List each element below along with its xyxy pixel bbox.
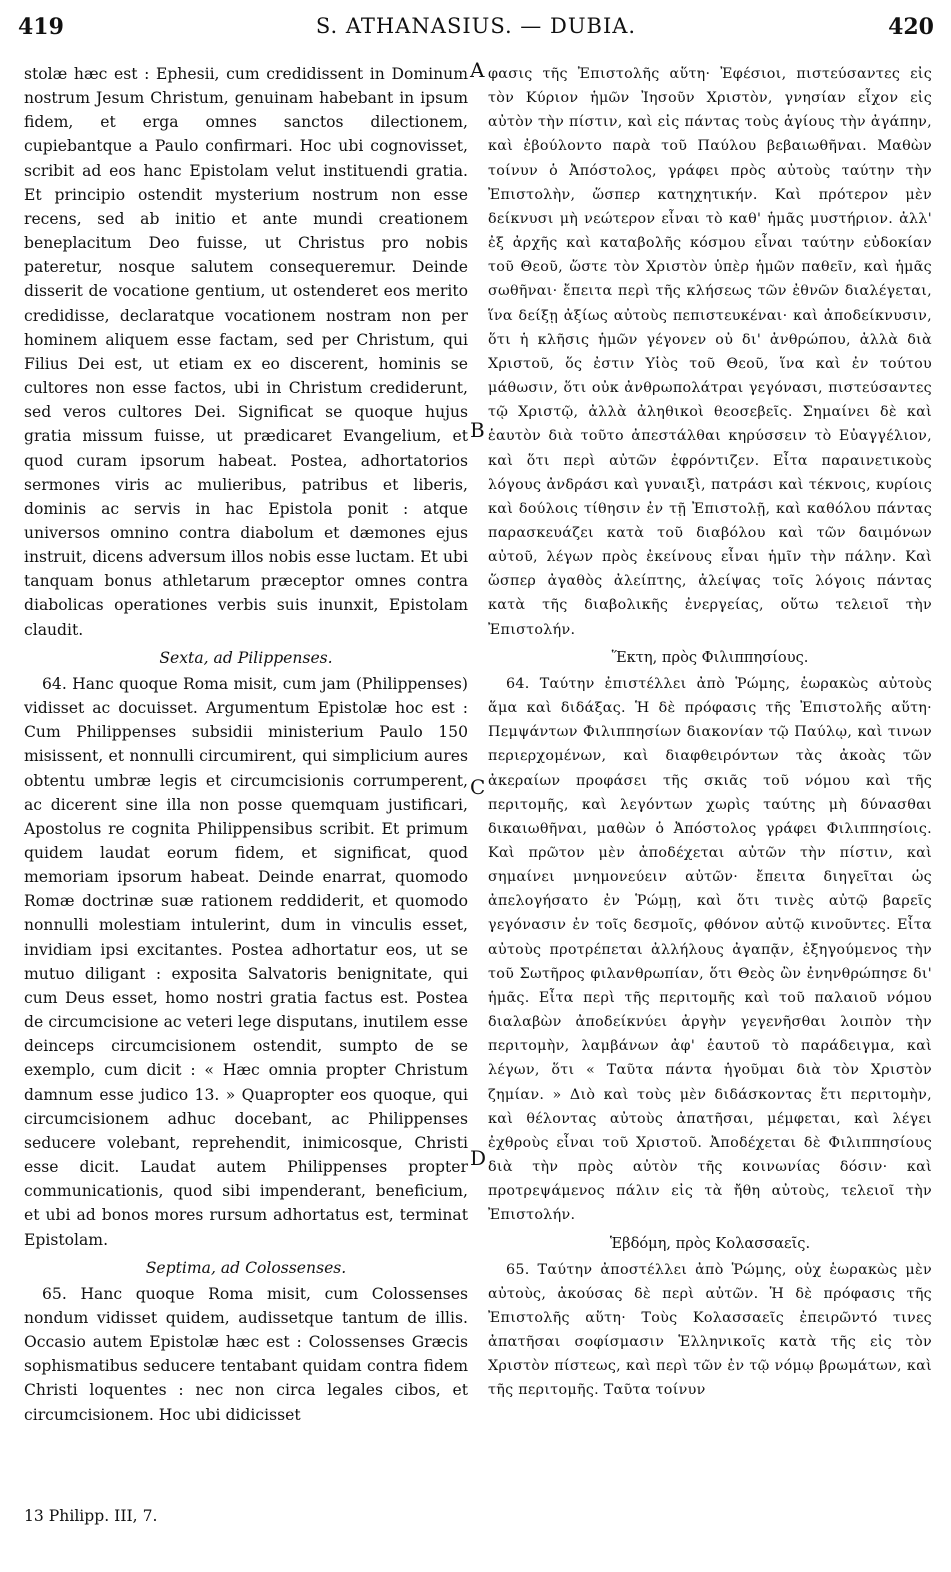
latin-paragraph-63-end: stolæ hæc est : Ephesii, cum credidissent in Dominum nostrum Jesum Christum, genuinam habebant in ipsum fidem, et erga omnes sanctos dilectionem, cupiebantque a Paulo confirmari. Hoc ubi cognovisset, scribit ad eos hanc Epistolam velut instituendi gratia. Et principio ostendit mysterium nostrum non esse recens, sed ab initio et ante mundi creationem beneplacitum Deo fuisse, ut Christus pro nobis pateretur, nosque salutem consequeremur. Deinde disserit de vocatione gentium, ut ostenderet eos merito credidisse, declaratque vocationem nostram non per hominem aliquem esse factam, sed per Christum, qui Filius Dei est, ut etiam ex eo discerent, hominis se cultores non esse factos, ubi in Christum crediderunt, sed veros cultores Dei. Significat se quoque hujus gratia missum fuisse, ut prædicaret Evangelium, et quod curam ipsorum habeat. Postea, adhortatorios sermones viris ac mulieribus, patribus et liberis, dominis ac servis in hac Epistola ponit : atque universos omnino contra diabolum et dæmones ejus instruit, dicens adversum illos nobis esse luctam. Et ubi tanquam bonus athletarum præceptor omnes contra diabolicas operationes verbis suis inunxit, Epistolam claudit. [24,65,468,639]
margin-marker-a: A [470,58,485,82]
greek-paragraph-64: 64. Ταύτην ἐπιστέλλει ἀπὸ Ῥώμης, ἑωρακὼς αὐτοὺς ἅμα καὶ διδάξας. Ἡ δὲ πρόφασις τῆς Ἐπιστολῆς αὕτη· Πεμψάντων Φιλιππησίων διακονίαν τῷ Παύλῳ, καὶ τινων περιερχομένων, καὶ διαφθειρόντων τὰς ἀκοὰς τῶν ἀκεραίων προφάσει τῆς σκιᾶς τοῦ νόμου καὶ τῆς περιτομῆς, καὶ λεγόντων χωρὶς ταύτης μὴ δύνασθαι δικαιωθῆναι, μαθὼν ὁ Ἀπόστολος γράφει Φιλιππησίοις. Καὶ πρῶτον μὲν ἀποδέχεται αὐτῶν τὴν πίστιν, καὶ σημαίνει μνημονεύειν αὐτῶν· ἔπειτα διηγεῖται ὡς ἀπελογήσατο ἐν Ῥώμῃ, καὶ ὅτι τινὲς αὐτῷ βαρεῖς γεγόνασιν ἐν τοῖς δεσμοῖς, φθόνον αὐτῷ κινοῦντες. Εἶτα αὐτοὺς προτρέπεται ἀλλήλους ἀγαπᾷν, ἐξηγούμενος τὴν τοῦ Σωτῆρος φιλανθρωπίαν, ὅτι Θεὸς ὢν ἐνηνθρώπησε δι' ἡμᾶς. Εἶτα περὶ τῆς περιτομῆς καὶ τοῦ παλαιοῦ νόμου διαλαβὼν ἀποδείκνύει ἀργὴν γεγενῆσθαι λοιπὸν τὴν περιτομὴν, λαμβάνων ἀφ' ἑαυτοῦ τὸ παράδειγμα, καὶ λέγων, ὅτι « Ταῦτα πάντα ἡγοῦμαι διὰ τὸν Χριστὸν ζημίαν. » Διὸ καὶ τοὺς μὲν διδάσκοντας ἔτι περιτομὴν, καὶ θέλοντας αὐτοὺς ἀπατῆσαι, μέμφεται, καὶ λέγει ἐχθροὺς εἶναι τοῦ Χριστοῦ. Ἀποδέχεται δὲ Φιλιππησίους διὰ τὴν πρὸς αὐτὸν τῆς κοινωνίας δόσιν· καὶ προτρεψάμενος πάλιν εἰς τὰ ἤθη αὐτοὺς, τελειοῖ τὴν Ἐπιστολήν. [488,675,932,1224]
margin-marker-d: D [470,1146,487,1170]
left-page-number: 419 [18,14,64,40]
running-title: S. ATHANASIUS. — DUBIA. [315,14,637,38]
margin-marker-b: B [470,418,485,442]
greek-paragraph-65: 65. Ταύτην ἀποστέλλει ἀπὸ Ῥώμης, οὐχ ἑωρακὼς μὲν αὐτοὺς, ἀκούσας δὲ περὶ αὐτῶν. Ἡ δὲ πρόφασις τῆς Ἐπιστολῆς αὕτη· Τοὺς Κολασσαεῖς ἐπειρῶντό τινες ἀπατῆσαι σοφίσμασιν Ἑλληνικοῖς κατὰ τῆς εἰς τὸν Χριστὸν πίστεως, καὶ περὶ τῶν ἐν τῷ νόμῳ βρωμάτων, καὶ τῆς περιτομῆς. Ταῦτα τοίνυν [488,1261,932,1399]
right-page-number: 420 [888,14,934,40]
latin-paragraph-65: 65. Hanc quoque Roma misit, cum Colossenses nondum vidisset quidem, audissetque tantum de illis. Occasio autem Epistolæ hæc est : Colossenses Græcis sophismatibus seducere tentabant quidam contra fidem Christi loquentes : nec non circa legales cibos, et circumcisionem. Hoc ubi didicisset [24,1284,468,1424]
greek-column [488,62,932,1407]
footnote: 13 Philipp. III, 7. [24,1507,158,1525]
greek-heading-philippians: Ἕκτη, πρὸς Φιλιππησίους. [611,648,809,666]
greek-heading-colossians: Ἑβδόμη, πρὸς Κολασσαεῖς. [609,1234,811,1252]
latin-paragraph-64: 64. Hanc quoque Roma misit, cum jam (Philippenses) vidisset ac docuisset. Argumentum Epistolæ hoc est : Cum Philippenses subsidii ministerium Paulo 150 misissent, et nonnulli circumirent, qui simplicium aures obtentu umbræ legis et circumcisionis corrumperent, ac dicerent sine illa non posse quemquam justificari, Apostolus re cognita Philippensibus scribit. Et primum quidem laudat eorum fidem, et significat, quod memoriam ipsorum habeat. Deinde enarrat, quomodo Romæ doctrinæ suæ rationem reddiderit, et quomodo nonnulli molestiam intulerint, dum in vinculis esset, invidiam ipsi excitantes. Postea adhortatur eos, ut se mutuo diligant : exposita Salvatoris benignitate, qui cum Deus esset, homo nostri gratia factus est. Postea de circumcisione ac veteri lege disputans, inutilem esse deinceps circumcisionem ostendit, sumpto de se exemplo, cum dicit : « Hæc omnia propter Christum damnum esse judico 13. » Quapropter eos quoque, qui circumcisionem adhuc docebant, ac Philippenses seducere volebant, reprehendit, inimicosque, Christi esse dicit. Laudat autem Philippenses propter communicationis, quod sibi impenderant, beneficium, et ubi ad bonos mores rursum adhortatus est, terminat Epistolam. [24,674,468,1249]
page-header [18,14,934,48]
latin-column [24,62,468,1431]
greek-paragraph-63-end: φασις τῆς Ἐπιστολῆς αὕτη· Ἐφέσιοι, πιστεύσαντες εἰς τὸν Κύριον ἡμῶν Ἰησοῦν Χριστὸν, γνησίαν εἶχον εἰς αὐτὸν τὴν πίστιν, καὶ εἰς πάντας τοὺς ἁγίους τὴν ἀγάπην, καὶ ἐβούλοντο παρὰ τοῦ Παύλου βεβαιωθῆναι. Μαθὼν τοίνυν ὁ Ἀπόστολος, γράφει πρὸς αὐτοὺς ταύτην τὴν Ἐπιστολὴν, ὥσπερ κατηχητικήν. Καὶ πρότερον μὲν δείκνυσι μὴ νεώτερον εἶναι τὸ καθ' ἡμᾶς μυστήριον. ἀλλ' ἐξ ἀρχῆς καὶ καταβολῆς κόσμου εἶναι ταύτην εὐδοκίαν τοῦ Θεοῦ, ὥστε τὸν Χριστὸν ὑπὲρ ἡμῶν παθεῖν, καὶ ἡμᾶς σωθῆναι· ἔπειτα περὶ τῆς κλήσεως τῶν ἐθνῶν διαλέγεται, ἵνα δείξῃ ἀξίως αὐτοὺς πεπιστευκέναι· καὶ ἀποδείκνυσιν, ὅτι ἡ κλῆσις ἡμῶν γέγονεν οὐ δι' ἀνθρώπου, ἀλλὰ διὰ Χριστοῦ, ὅς ἐστιν Υἱὸς τοῦ Θεοῦ, ἵνα καὶ ἐν τούτου μάθωσιν, ὅτι οὐκ ἀνθρωπολάτραι γεγόνασι, πιστεύσαντες τῷ Χριστῷ, ἀλλὰ ἀληθικοὶ θεοσεβεῖς. Σημαίνει δὲ καὶ ἑαυτὸν διὰ τοῦτο ἀπεστάλθαι κηρύσσειν τὸ Εὐαγγέλιον, καὶ ὅτι περὶ αὐτῶν ἐφρόντιζεν. Εἶτα παραινετικοὺς λόγους ἀνδράσι καὶ γυναιξὶ, πατράσι καὶ τέκνοις, κυρίοις καὶ δούλοις τίθησιν ἐν τῇ Ἐπιστολῇ, καὶ καθόλου πάντας παρασκευάζει κατὰ τοῦ διαβόλου καὶ τῶν δαιμόνων αὐτοῦ, λέγων πρὸς ἐκείνους εἶναι ἡμῖν τὴν πάλην. Καὶ ὥσπερ ἀγαθὸς ἀλείπτης, ἀλείψας τοῖς λόγοις πάντας κατὰ τῆς διαβολικῆς ἐνεργείας, οὕτω τελειοῖ τὴν Ἐπιστολήν. [488,66,932,638]
latin-heading-colossians: Septima, ad Colossenses. [145,1258,347,1277]
margin-marker-c: C [470,775,486,799]
latin-heading-philippians: Sexta, ad Pilippenses. [159,648,333,667]
